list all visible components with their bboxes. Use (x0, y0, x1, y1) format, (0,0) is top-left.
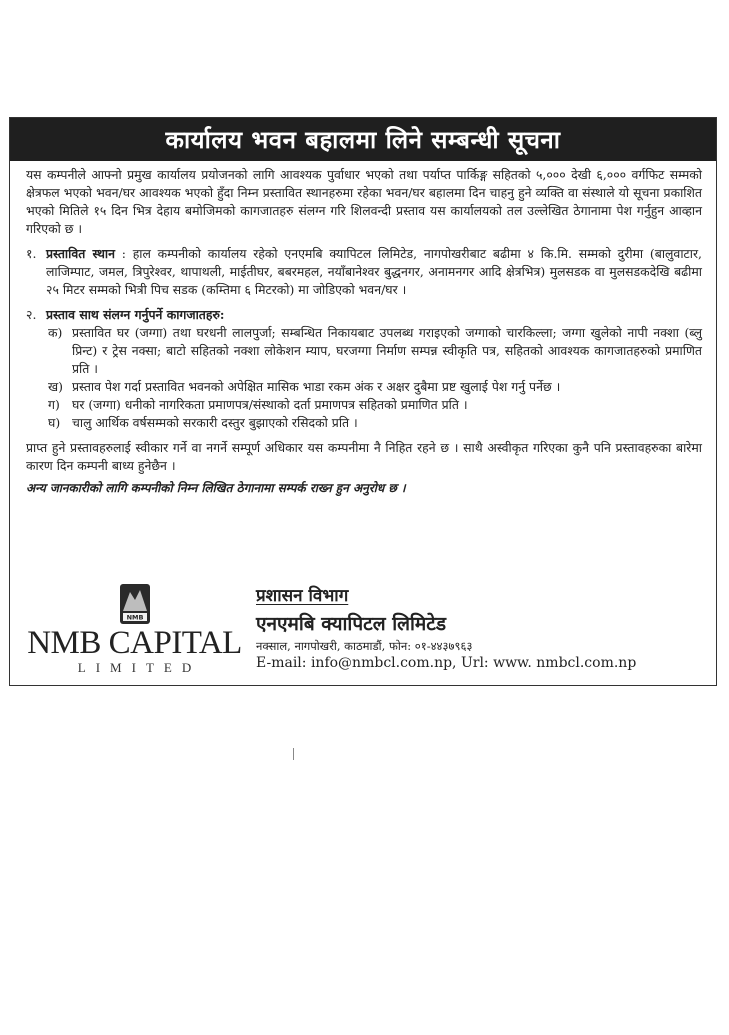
svg-text:NMB: NMB (126, 613, 143, 622)
item-required-documents (26, 306, 702, 324)
header-bar (10, 118, 716, 161)
subitem-number: क) (48, 325, 63, 340)
subitem (26, 324, 702, 378)
subitem-number: ख) (48, 379, 63, 394)
item-label: प्रस्तावित स्थान (46, 246, 116, 261)
notice-body (10, 161, 716, 497)
company-name: एनएमबि क्यापिटल लिमिटेड (256, 613, 447, 635)
subitem (26, 396, 702, 414)
closing-paragraph: प्राप्त हुने प्रस्तावहरुलाई स्वीकार गर्ने वा नगर्ने सम्पूर्ण अधिकार यस कम्पनीमा नै निहित रहने छ । साथै अस्वीकृत गरिएका कुनै पनि प्रस्तावहरुका बारेमा कारण दिन कम्पनी बाध्य हुनेछैन । (26, 440, 702, 473)
subitem-text: प्रस्तावित घर (जग्गा) तथा घरधनी लालपुर्जा; सम्बन्धित निकायबाट उपलब्ध गराइएको जग्गाको चारकिल्ला; जग्गा खुलेको नापी नक्शा (ब्लु प्रिन्ट) र ट्रेस नक्सा; बाटो सहितको नक्शा लोकेशन म्याप, घरजग्गा निर्माण सम्पन्न स्वीकृति पत्र, सहितको आवश्यक कागजातहरुको प्रमाणित प्रति । (72, 325, 702, 376)
subitem-number: ग) (48, 397, 60, 412)
subitem (26, 414, 702, 432)
item-label: प्रस्ताव साथ संलग्न गर्नुपर्ने कागजातहरु: (46, 307, 225, 322)
mountain-logo-icon (120, 584, 150, 624)
contact-note: अन्य जानकारीको लागि कम्पनीको निम्न लिखित ठेगानामा सम्पर्क राख्न हुन अनुरोध छ । (26, 481, 406, 495)
address-phone: नक्साल, नागपोखरी, काठमाडौं, फोन: ०१-४४३७९६३ (256, 639, 473, 653)
subitem-text: चालु आर्थिक वर्षसम्मको सरकारी दस्तुर बुझाएको रसिदको प्रति । (72, 415, 358, 430)
subitem-text: घर (जग्गा) धनीको नागरिकता प्रमाणपत्र/संस्थाको दर्ता प्रमाणपत्र सहितको प्रमाणित प्रति । (72, 397, 468, 412)
notice-box (9, 117, 717, 686)
email-url: E-mail: info@nmbcl.com.np, Url: www. nmbcl.com.np (256, 655, 637, 671)
item-proposed-location (26, 245, 702, 299)
logo-subtitle: LIMITED (77, 660, 202, 675)
subitem (26, 378, 702, 396)
footer (10, 578, 716, 686)
subitem-text: प्रस्ताव पेश गर्दा प्रस्तावित भवनको अपेक्षित मासिक भाडा रकम अंक र अक्षर दुबैमा प्रष्ट खुलाई पेश गर्नु पर्नेछ । (72, 379, 561, 394)
item-number: १. (26, 246, 37, 261)
department-name: प्रशासन विभाग (256, 586, 349, 606)
item-text: : हाल कम्पनीको कार्यालय रहेको एनएमबि क्यापिटल लिमिटेड, नागपोखरीबाट बढीमा ४ कि.मि. सम्मको दुरीमा (बालुवाटार, लाजिम्पाट, जमल, त्रिपुरेश्वर, थापाथली, माईतीघर, बबरमहल, नयाँबानेश्वर बुद्धनगर, अनामनगर आदि क्षेत्रभित्र) मुलसडक वा मुलसडकदेखि बढीमा २५ मिटर सम्मको भित्री पिच सडक (कम्तिमा ६ मिटरको) मा जोडिएको भवन/घर । (46, 246, 702, 297)
subitem-number: घ) (48, 415, 61, 430)
nmb-capital-logo (22, 584, 247, 676)
logo-name: NMB CAPITAL (27, 625, 242, 661)
stray-mark (293, 748, 294, 760)
contact-block (256, 584, 636, 672)
intro-paragraph: यस कम्पनीले आफ्नो प्रमुख कार्यालय प्रयोजनको लागि आवश्यक पुर्वाधार भएको तथा पर्याप्त पार्किङ्ग सहितको ५,००० देखी ६,००० वर्गफिट सम्मको क्षेत्रफल भएको भवन/घर आवश्यक भएको हुँदा निम्न प्रस्तावित स्थानहरुमा रहेका भवन/घर बहालमा दिन चाहनु हुने व्यक्ति वा संस्थाले यो सूचना प्रकाशित भएको मितिले १५ दिन भित्र देहाय बमोजिमको कागजातहरु संलग्न गरि शिलवन्दी प्रस्ताव यस कार्यालयको तल उल्लेखित ठेगानामा पेश गर्नुहुन आव्हान गरिएको छ । (26, 167, 702, 236)
notice-title: कार्यालय भवन बहालमा लिने सम्बन्धी सूचना (165, 126, 561, 154)
item-number: २. (26, 307, 37, 322)
